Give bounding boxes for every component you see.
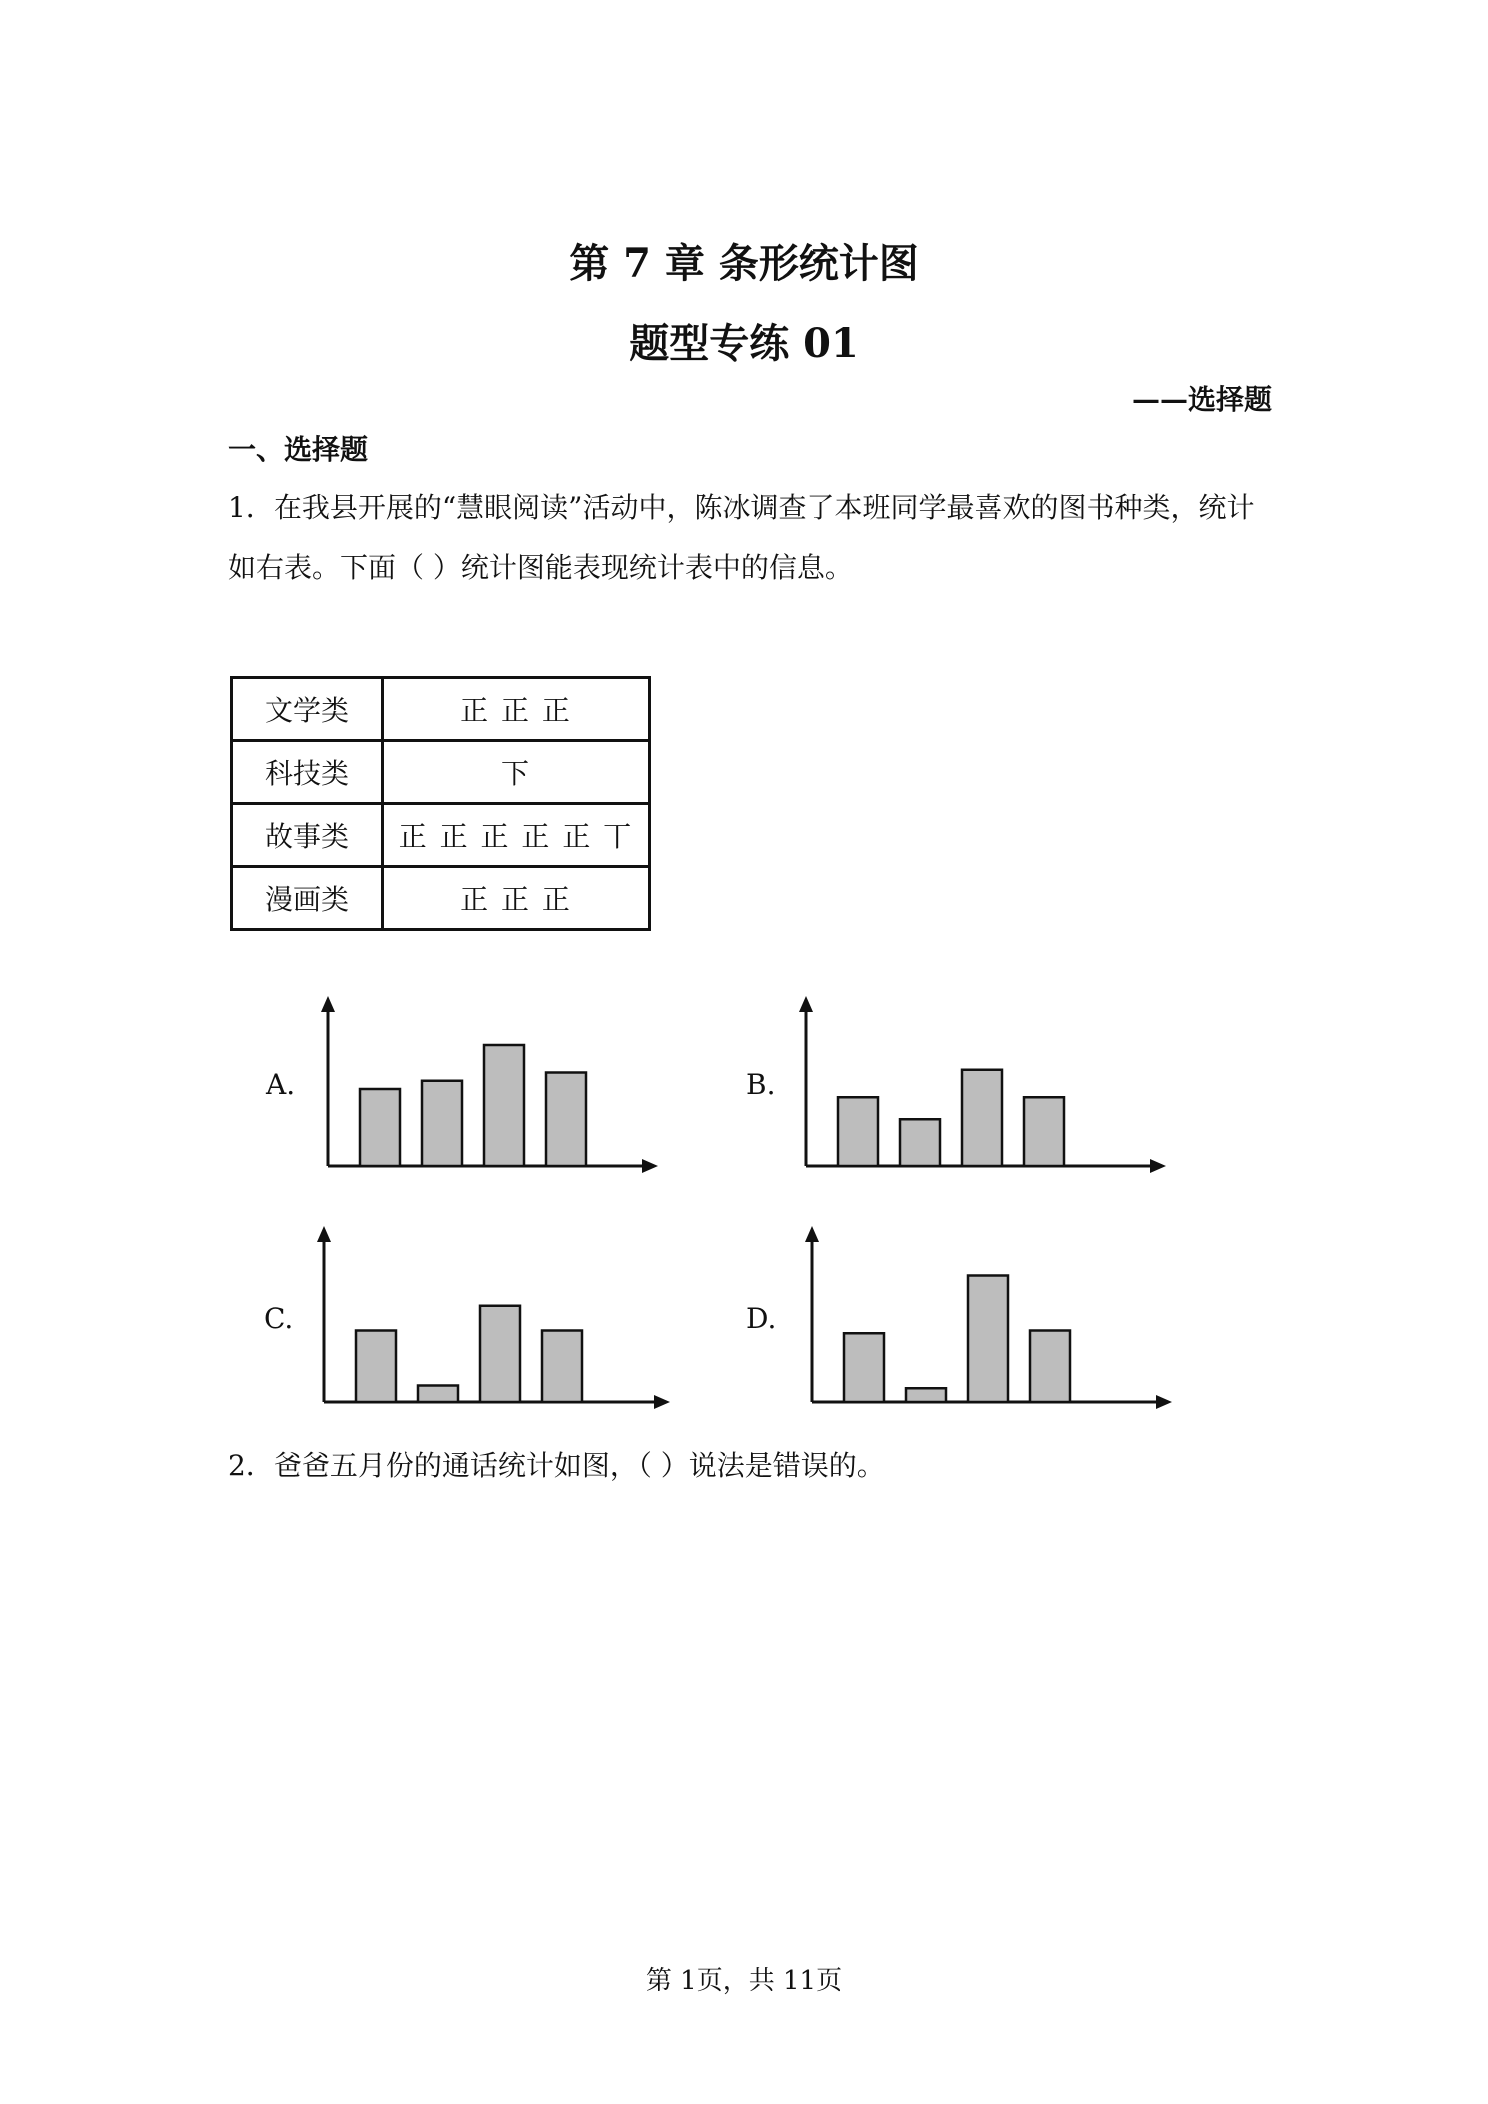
table-row (232, 678, 650, 741)
bar (360, 1089, 400, 1166)
x-axis-arrow-icon (1156, 1395, 1172, 1409)
y-axis-arrow-icon (321, 996, 335, 1012)
bar (962, 1070, 1002, 1166)
table-row (232, 867, 650, 930)
bar (484, 1045, 524, 1166)
page-title: 第 7 章 条形统计图 (569, 240, 919, 287)
table-cell-tally: 下 (383, 741, 650, 804)
table-row (232, 804, 650, 867)
question-1-text: 1．在我县开展的“慧眼阅读”活动中，陈冰调查了本班同学最喜欢的图书种类，统计如右表。下面（ ）统计图能表现统计表中的信息。 (228, 491, 1255, 584)
option-c-chart (314, 1226, 670, 1412)
bar (418, 1386, 458, 1403)
table-cell-tally: 正 正 正 正 正 丅 (383, 804, 650, 867)
table-cell-category: 科技类 (232, 741, 383, 804)
bar (356, 1331, 396, 1403)
option-a-label: A. (266, 1068, 296, 1101)
x-axis-arrow-icon (642, 1159, 658, 1173)
bar (546, 1073, 586, 1167)
table-cell-tally: 正 正 正 (383, 678, 650, 741)
page-subtitle: 题型专练 01 (629, 320, 859, 367)
page-number: 第 1页，共 11页 (645, 1966, 843, 1996)
option-d-label: D. (746, 1302, 777, 1335)
question-type-tag: ——选择题 (1131, 383, 1272, 416)
bar (542, 1331, 582, 1403)
y-axis-arrow-icon (317, 1226, 331, 1242)
table-cell-tally: 正 正 正 (383, 867, 650, 930)
table-row (232, 741, 650, 804)
table-cell-category: 文学类 (232, 678, 383, 741)
bar (906, 1388, 946, 1402)
bar (422, 1081, 462, 1166)
bar (844, 1333, 884, 1402)
question-2-text: 2．爸爸五月份的通话统计如图，（ ）说法是错误的。 (228, 1449, 885, 1482)
y-axis-arrow-icon (805, 1226, 819, 1242)
option-b-chart (796, 996, 1166, 1176)
bar (480, 1306, 520, 1402)
bar (968, 1276, 1008, 1403)
table-cell-category: 故事类 (232, 804, 383, 867)
section-heading: 一、选择题 (228, 433, 369, 466)
x-axis-arrow-icon (654, 1395, 670, 1409)
tally-table (230, 676, 651, 931)
option-d-chart (802, 1226, 1172, 1412)
bar (900, 1119, 940, 1166)
y-axis-arrow-icon (799, 996, 813, 1012)
option-a-chart (318, 996, 658, 1176)
bar (1024, 1097, 1064, 1166)
option-b-label: B. (746, 1068, 776, 1101)
option-c-label: C. (264, 1302, 294, 1335)
bar (838, 1097, 878, 1166)
table-cell-category: 漫画类 (232, 867, 383, 930)
x-axis-arrow-icon (1150, 1159, 1166, 1173)
bar (1030, 1331, 1070, 1403)
